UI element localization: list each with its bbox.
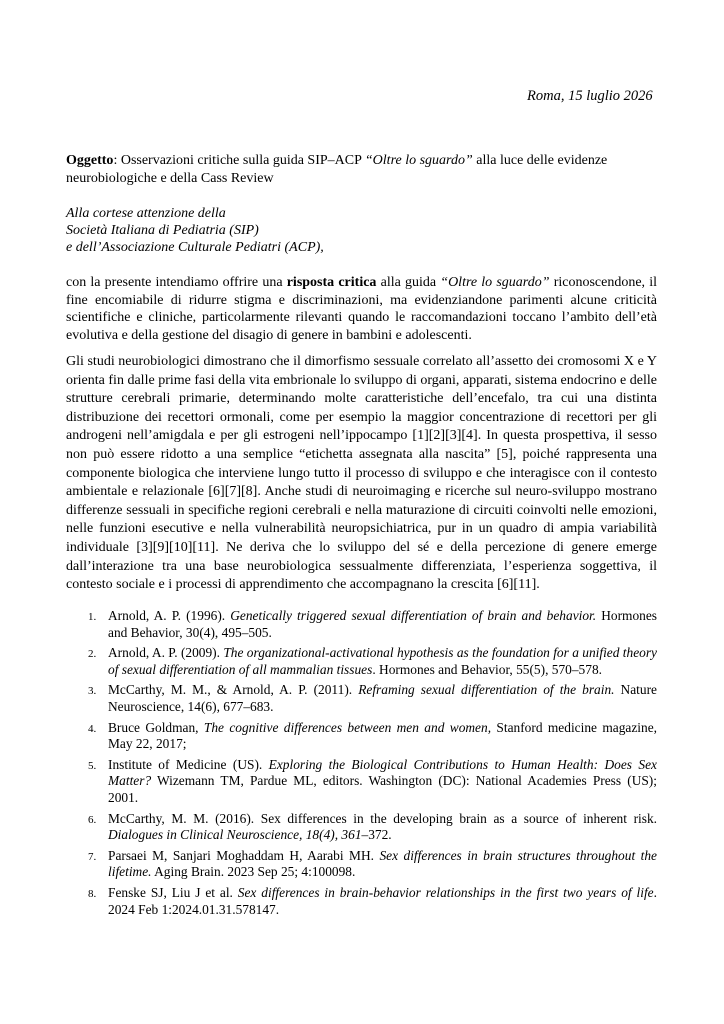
reference-source: Aging Brain. 2023 Sep 25; 4:100098. [151, 864, 356, 880]
reference-item [66, 885, 657, 918]
subject-text-pre: : Osservazioni critiche sulla guida SIP–ACP [113, 153, 365, 168]
reference-title: The organizational-activational hypothesis as the foundation for a unified theory of sexual differentiation of all mammalian tissues [108, 645, 658, 677]
letter-date: Roma, 15 luglio 2026 [527, 88, 653, 104]
reference-authors: McCarthy, M. M. (2016). Sex differences in the developing brain as a source of inherent risk. [108, 810, 657, 826]
reference-title: The cognitive differences between men and women, [203, 719, 492, 735]
intro-text: alla guida [376, 275, 441, 290]
reference-source: Hormones and Behavior, 30(4), 495–505. [108, 608, 658, 640]
reference-source: Nature Neuroscience, 14(6), 677–683. [108, 682, 657, 714]
reference-source: . 2024 Feb 1:2024.01.31.578147. [108, 884, 657, 917]
reference-authors: Arnold, A. P. (2009). [108, 645, 224, 661]
intro-text: con la presente intendiamo offrire una [66, 275, 287, 290]
reference-authors: Parsaei M, Sanjari Moghaddam H, Aarabi MH. [108, 847, 380, 863]
reference-number: 1. [88, 611, 97, 623]
reference-source: Stanford medicine magazine, May 22, 2017; [108, 719, 657, 752]
reference-authors: Institute of Medicine (US). [108, 756, 269, 772]
addressee-block [66, 205, 324, 256]
reference-title: Sex differences in brain structures throughout the lifetime. [108, 847, 657, 880]
reference-list [66, 608, 657, 922]
reference-title: Genetically triggered sexual differentiation of brain and behavior. [230, 608, 597, 623]
reference-title: Sex differences in brain-behavior relationships in the first two years of life [237, 884, 654, 900]
reference-title: Reframing sexual differentiation of the brain. [358, 682, 615, 698]
reference-item [66, 720, 657, 753]
reference-authors: Arnold, A. P. (1996). [108, 608, 231, 623]
reference-number: 8. [88, 887, 97, 900]
reference-number: 3. [88, 685, 97, 698]
intro-text: riconoscendone, il fine encomiabile di ridurre stigma e discriminazioni, ma evidenziandone parimenti alcune criticità scientifiche e cliniche, particolarmente rilevanti quando le raccomandazioni toccano l’ambito dell’età evolutiva e della gestione del disagio di genere in bambini e adolescenti. [66, 275, 658, 343]
subject-guide-title: “Oltre lo sguardo” [364, 153, 473, 168]
reference-source: –372. [361, 827, 392, 843]
addressee-line: Società Italiana di Pediatria (SIP) [66, 223, 259, 238]
reference-item [66, 811, 657, 844]
addressee-line: e dell’Associazione Culturale Pediatri (ACP), [66, 240, 324, 255]
reference-item [66, 645, 657, 678]
reference-authors: McCarthy, M. M., & Arnold, A. P. (2011). [108, 682, 359, 698]
addressee-line: Alla cortese attenzione della [66, 206, 226, 221]
reference-item [66, 682, 657, 715]
reference-number: 4. [88, 722, 97, 735]
intro-paragraph [66, 274, 657, 344]
reference-authors: Bruce Goldman, [108, 719, 204, 735]
reference-number: 2. [88, 648, 97, 661]
subject-line [66, 152, 666, 188]
reference-number: 6. [88, 813, 97, 826]
reference-item [66, 608, 657, 641]
reference-number: 5. [88, 759, 97, 772]
reference-source: Wizemann TM, Pardue ML, editors. Washington (DC): National Academies Press (US); 2001. [108, 773, 657, 805]
body-paragraph: Gli studi neurobiologici dimostrano che il dimorfismo sessuale correlato all’assetto dei cromosomi X e Y orienta fin dalle prime fasi della vita embrionale lo sviluppo di organi, apparati, sistema endocrino e delle strutture cerebrali primarie, determinando molte caratteristiche dell’encefalo, tra cui una distinta distribuzione dei recettori ormonali, come per esempio la maggior concentrazione di recettori per gli androgeni nell’amigdala e per gli estrogeni nell’ippocampo [1][2][3][4]. In questa prospettiva, il sesso non può essere ridotto a una semplice “etichetta assegnata alla nascita” [5], poiché rappresenta una componente biologica che interviene lungo tutto il processo di sviluppo e che interagisce con il contesto ambientale e relazionale [6][7][8]. Anche studi di neuroimaging e ricerche sul neuro-sviluppo mostrano differenze sessuali in specifiche regioni cerebrali e nella maturazione di circuiti coinvolti nelle emozioni, nelle funzioni esecutive e nella vulnerabilità neuropsichiatrica, pur in un quadro di ampia variabilità individuale [3][9][10][11]. Ne deriva che lo sviluppo del sé e della percezione di genere emerge dall’interazione tra una base neurobiologica sessualmente differenziata, l’esperienza soggettiva, il contesto sociale e i processi di apprendimento che accompagnano la crescita [6][11]. [66, 354, 657, 593]
intro-bold-text: risposta critica [286, 275, 377, 290]
intro-guide-title: “Oltre lo sguardo” [440, 275, 550, 290]
reference-number: 7. [88, 850, 97, 863]
reference-source: . Hormones and Behavior, 55(5), 570–578. [372, 661, 602, 677]
reference-item [66, 757, 657, 807]
subject-text-post: alla luce delle evidenze neurobiologiche e della Cass Review [66, 153, 608, 186]
reference-item [66, 848, 657, 881]
reference-authors: Fenske SJ, Liu J et al. [108, 884, 238, 900]
subject-label: Oggetto [66, 153, 114, 168]
reference-title: Exploring the Biological Contributions to Human Health: Does Sex Matter? [108, 756, 657, 789]
reference-title: Dialogues in Clinical Neuroscience, 18(4), 361 [108, 827, 362, 843]
